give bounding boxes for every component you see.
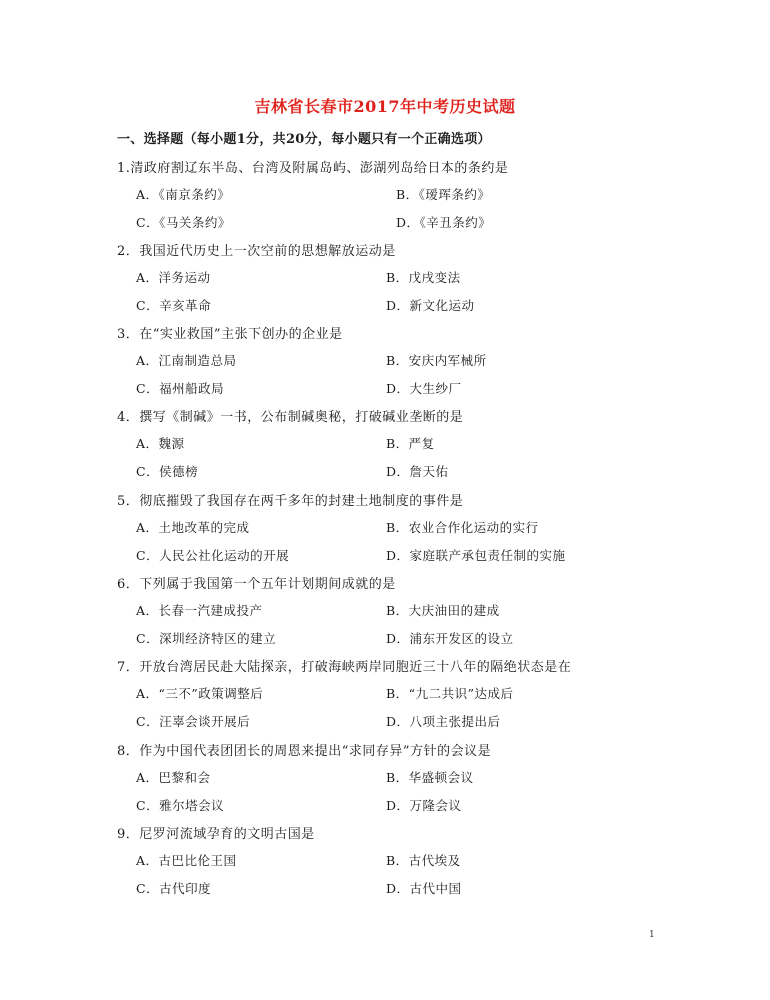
question-8-option-c: C．雅尔塔会议	[136, 798, 225, 813]
exam-title: 吉林省长春市2017年中考历史试题	[254, 97, 516, 116]
question-5-option-a: A．土地改革的完成	[136, 520, 250, 535]
page-number: 1	[649, 930, 655, 940]
question-1-option-b: B．《瑷珲条约》	[396, 187, 491, 202]
question-4-option-a: A．魏源	[136, 436, 185, 451]
question-3-option-b: B．安庆内军械所	[386, 353, 487, 368]
question-5-option-b: B．农业合作化运动的实行	[386, 520, 539, 535]
question-7-option-b: B．“九二共识”达成后	[386, 686, 514, 701]
question-6-stem: 6．下列属于我国第一个五年计划期间成就的是	[117, 577, 396, 592]
question-6-option-b: B．大庆油田的建成	[386, 603, 500, 618]
question-9-option-d: D．古代中国	[386, 881, 462, 896]
question-8-option-d: D．万隆会议	[386, 798, 462, 813]
question-4-option-b: B．严复	[386, 436, 435, 451]
question-5-option-d: D．家庭联产承包责任制的实施	[386, 548, 566, 563]
question-2-option-a: A．洋务运动	[136, 270, 211, 285]
question-4-stem: 4．撰写《制碱》一书，公布制碱奥秘，打破碱业垄断的是	[117, 410, 464, 425]
question-2-option-d: D．新文化运动	[386, 298, 475, 313]
question-3-option-a: A．江南制造总局	[136, 353, 237, 368]
question-5-stem: 5．彻底摧毁了我国存在两千多年的封建土地制度的事件是	[117, 494, 464, 509]
question-9-option-a: A．古巴比伦王国	[136, 853, 237, 868]
question-1-option-d: D．《辛丑条约》	[396, 215, 492, 230]
question-1-option-a: A．《南京条约》	[136, 187, 231, 202]
question-7-stem: 7．开放台湾居民赴大陆探亲，打破海峡两岸同胞近三十八年的隔绝状态是在	[117, 660, 572, 675]
question-2-option-b: B．戊戌变法	[386, 270, 461, 285]
question-3-option-d: D．大生纱厂	[386, 381, 462, 396]
question-7-option-d: D．八项主张提出后	[386, 714, 501, 729]
question-6-option-c: C．深圳经济特区的建立	[136, 631, 277, 646]
question-8-stem: 8．作为中国代表团团长的周恩来提出“求同存异”方针的会议是	[117, 744, 492, 759]
question-2-option-c: C．辛亥革命	[136, 298, 212, 313]
question-7-option-c: C．汪辜会谈开展后	[136, 714, 251, 729]
question-2-stem: 2．我国近代历史上一次空前的思想解放运动是	[117, 244, 396, 259]
question-4-option-d: D．詹天佑	[386, 464, 449, 479]
question-6-option-a: A．长春一汽建成投产	[136, 603, 263, 618]
question-9-option-b: B．古代埃及	[386, 853, 461, 868]
question-9-stem: 9．尼罗河流域孕育的文明古国是	[117, 827, 315, 842]
question-6-option-d: D．浦东开发区的设立	[386, 631, 514, 646]
question-1-stem: 1.清政府割辽东半岛、台湾及附属岛屿、澎湖列岛给日本的条约是	[117, 161, 509, 176]
question-3-option-c: C．福州船政局	[136, 381, 225, 396]
question-3-stem: 3．在“实业救国”主张下创办的企业是	[117, 327, 343, 342]
question-9-option-c: C．古代印度	[136, 881, 212, 896]
question-8-option-b: B．华盛顿会议	[386, 770, 474, 785]
question-7-option-a: A．“三不”政策调整后	[136, 686, 264, 701]
question-4-option-c: C．侯德榜	[136, 464, 199, 479]
question-1-option-c: C．《马关条约》	[136, 215, 231, 230]
question-5-option-c: C．人民公社化运动的开展	[136, 548, 290, 563]
question-8-option-a: A．巴黎和会	[136, 770, 211, 785]
section-heading: 一、选择题（每小题1分，共20分，每小题只有一个正确选项）	[117, 132, 491, 147]
